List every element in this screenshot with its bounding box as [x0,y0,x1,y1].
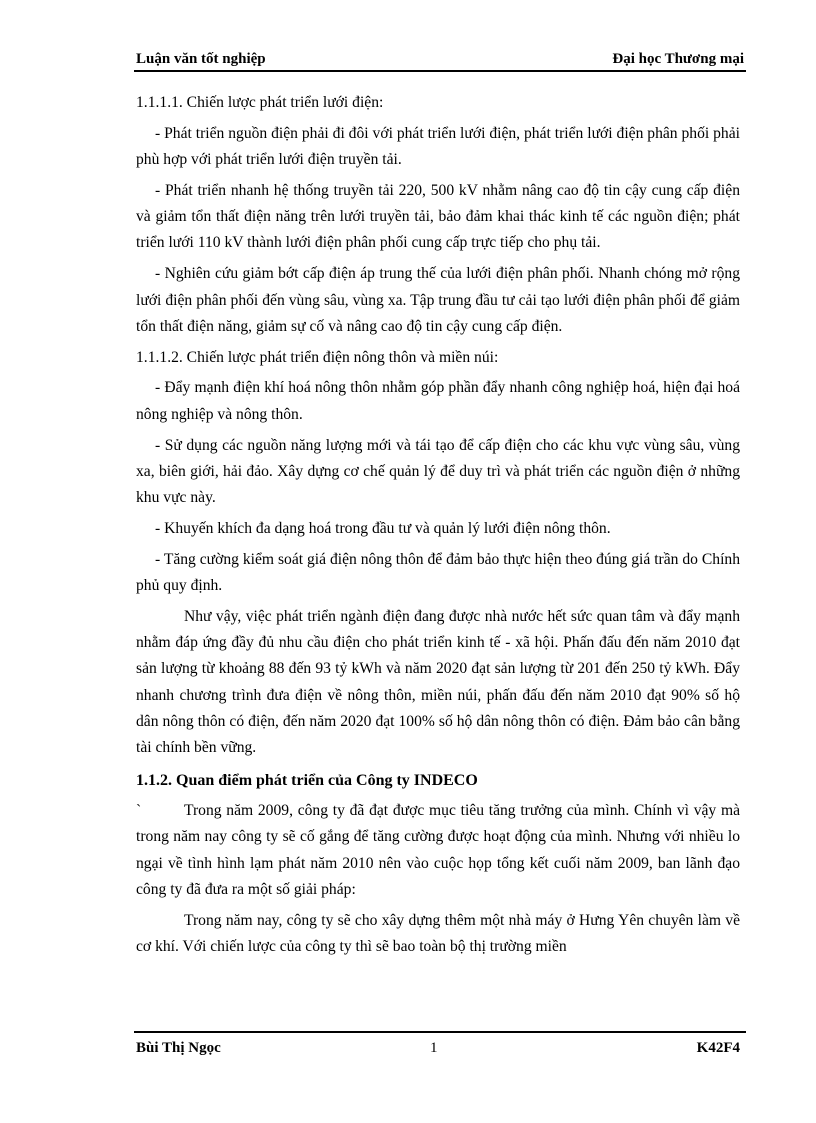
paragraph: - Phát triển nguồn điện phải đi đôi với phát triển lưới điện, phát triển lưới điện phân phối phải phù hợp với phát triển lưới điện truyền tải. [136,124,740,169]
section-1111-title: 1.1.1.1. Chiến lược phát triển lưới điện: [136,94,384,111]
footer-class-code: K42F4 [696,1040,740,1056]
footer-author: Bùi Thị Ngọc [136,1040,221,1056]
section-112-heading: 1.1.2. Quan điểm phát triển của Công ty INDECO [136,771,478,789]
document-body [136,90,740,955]
summary-paragraph: Như vậy, việc phát triển ngành điện đang được nhà nước hết sức quan tâm và đẩy mạnh nhằm đáp ứng đầy đủ nhu cầu điện cho phát triển kinh tế - xã hội. Phấn đấu đến năm 2010 đạt sản lượng từ khoảng 88 đến 93 tỷ kWh và năm 2020 đạt sản lượng từ 201 đến 250 tỷ kWh. Đẩy nhanh chương trình đưa điện về nông thôn, miền núi, phấn đấu đến năm 2010 đạt 90% số hộ dân nông thôn có điện, đến năm 2020 đạt 100% số hộ dân nông thôn có điện. Đảm bảo cân bằng tài chính bền vững. [136,607,740,757]
header-thesis-label: Luận văn tốt nghiệp [136,51,266,67]
stray-mark: ` [136,801,142,819]
paragraph [136,798,740,903]
paragraph-text: Trong năm 2009, công ty đã đạt được mục tiêu tăng trưởng của mình. Chính vì vậy mà trong năm nay công ty sẽ cố gắng để tăng cường được hoạt động của mình. Nhưng với nhiều lo ngại về tình hình lạm phát năm 2010 nên vào cuộc họp tổng kết cuối năm 2009, ban lãnh đạo công ty đã đưa ra một số giải pháp: [136,801,740,898]
paragraph: - Đẩy mạnh điện khí hoá nông thôn nhằm góp phần đẩy nhanh công nghiệp hoá, hiện đại hoá nông nghiệp và nông thôn. [136,379,740,423]
header-university-name: Đại học Thương mại [612,51,744,67]
paragraph: - Sử dụng các nguồn năng lượng mới và tái tạo để cấp điện cho các khu vực vùng sâu, vùng xa, biên giới, hải đảo. Xây dựng cơ chế quản lý để duy trì và phát triển các nguồn điện ở những khu vực này. [136,436,740,507]
paragraph: - Tăng cường kiểm soát giá điện nông thôn để đảm bảo thực hiện theo đúng giá trần do Chính phủ quy định. [136,550,740,595]
paragraph: - Khuyến khích đa dạng hoá trong đầu tư và quản lý lưới điện nông thôn. [155,519,611,537]
page-header [134,50,746,72]
page-footer [134,1031,746,1057]
paragraph: Trong năm nay, công ty sẽ cho xây dựng thêm một nhà máy ở Hưng Yên chuyên làm về cơ khí. Với chiến lược của công ty thì sẽ bao toàn bộ thị trường miền [136,911,740,955]
paragraph: - Phát triển nhanh hệ thống truyền tải 220, 500 kV nhằm nâng cao độ tin cậy cung cấp điện và giảm tổn thất điện năng trên lưới truyền tải, bảo đảm khai thác kinh tế các nguồn điện; phát triển lưới 110 kV thành lưới điện phân phối cung cấp trực tiếp cho phụ tải. [136,181,740,252]
section-1112-title: 1.1.1.2. Chiến lược phát triển điện nông thôn và miền núi: [136,348,499,366]
paragraph: - Nghiên cứu giảm bớt cấp điện áp trung thế của lưới điện phân phối. Nhanh chóng mở rộng lưới điện phân phối đến vùng sâu, vùng xa. Tập trung đầu tư cải tạo lưới điện phân phối để giảm tổn thất điện năng, giảm sự cố và nâng cao độ tin cậy cung cấp điện. [136,265,740,335]
footer-page-number: 1 [430,1040,438,1056]
